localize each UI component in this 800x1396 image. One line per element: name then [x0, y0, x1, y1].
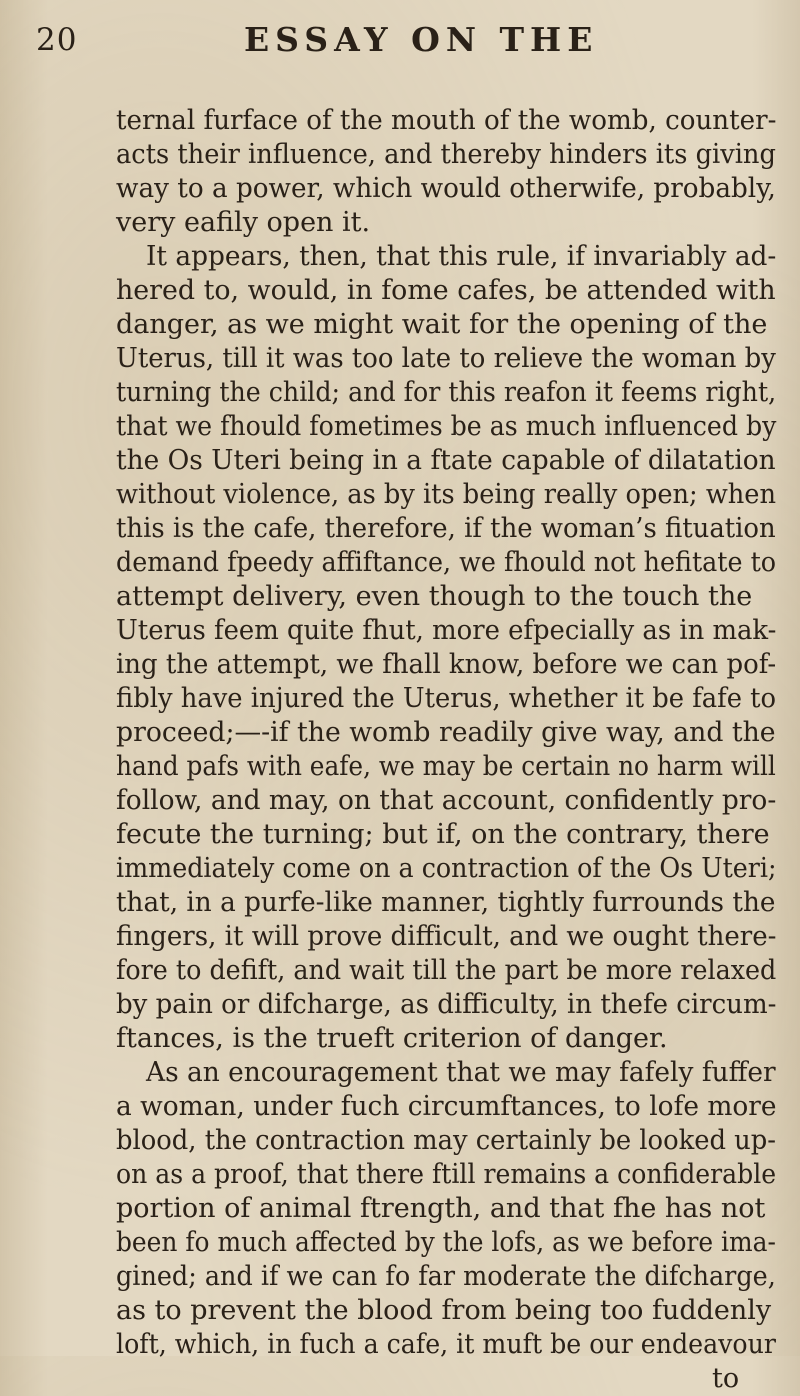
- text-line: Uterus, till it was too late to relieve the woman by: [116, 343, 776, 374]
- text-line: attempt delivery, even though to the touch the: [116, 581, 753, 612]
- text-line: blood, the contraction may certainly be looked up-: [116, 1125, 777, 1156]
- text-line: the Os Uteri being in a ftate capable of dilatation: [116, 445, 776, 476]
- text-line: very eafily open it.: [116, 207, 371, 238]
- page-number: 20: [36, 22, 78, 58]
- text-line: ftances, is the trueft criterion of danger.: [116, 1023, 668, 1054]
- text-line: that we fhould fometimes be as much influenced by: [116, 411, 777, 442]
- text-line: been fo much affected by the lofs, as we before ima-: [116, 1227, 776, 1258]
- page-header: [0, 14, 800, 70]
- text-line: fecute the turning; but if, on the contrary, there: [116, 819, 770, 850]
- text-line: ternal furface of the mouth of the womb, counter-: [116, 105, 777, 136]
- text-line: as to prevent the blood from being too fuddenly: [116, 1295, 772, 1326]
- text-line: As an encouragement that we may fafely fuffer: [146, 1057, 776, 1088]
- text-line: loft, which, in fuch a cafe, it muft be our endeavour: [116, 1329, 776, 1360]
- text-line: a woman, under fuch circumftances, to lofe more: [116, 1091, 777, 1122]
- text-line: ing the attempt, we fhall know, before we can pof-: [116, 649, 777, 680]
- text-line: fingers, it will prove difficult, and we ought there-: [116, 921, 777, 952]
- text-line: this is the cafe, therefore, if the woman’s fituation: [116, 513, 776, 544]
- text-line: acts their influence, and thereby hinders its giving: [116, 139, 776, 170]
- text-line: fibly have injured the Uterus, whether it be fafe to: [116, 683, 777, 714]
- text-line: hand pafs with eafe, we may be certain no harm will: [116, 751, 776, 782]
- text-line: portion of animal ftrength, and that fhe has not: [116, 1193, 766, 1224]
- text-line: hered to, would, in fome cafes, be attended with: [116, 275, 776, 306]
- text-line: on as a proof, that there ftill remains a confiderable: [116, 1159, 777, 1190]
- text-line: turning the child; and for this reafon it feems right,: [116, 377, 777, 408]
- text-line: that, in a purfe-like manner, tightly furrounds the: [116, 887, 776, 918]
- text-line: follow, and may, on that account, confidently pro-: [116, 785, 777, 816]
- text-line: gined; and if we can fo far moderate the difcharge,: [116, 1261, 776, 1292]
- catchword: to: [712, 1363, 740, 1394]
- text-line: It appears, then, that this rule, if invariably ad-: [146, 241, 777, 272]
- text-line: fore to defift, and wait till the part be more relaxed: [116, 955, 777, 986]
- text-line: immediately come on a contraction of the Os Uteri;: [116, 853, 777, 884]
- text-line: Uterus feem quite fhut, more efpecially as in mak-: [116, 615, 777, 646]
- text-line: danger, as we might wait for the opening of the: [116, 309, 768, 340]
- text-line: without violence, as by its being really open; when: [116, 479, 777, 510]
- running-title: ESSAY ON THE: [244, 20, 599, 59]
- text-line: way to a power, which would otherwife, probably,: [116, 173, 776, 204]
- text-line: proceed;—-if the womb readily give way, and the: [116, 717, 776, 748]
- text-line: by pain or difcharge, as difficulty, in thefe circum-: [116, 989, 777, 1020]
- text-line: demand fpeedy affiftance, we fhould not hefitate to: [116, 547, 777, 578]
